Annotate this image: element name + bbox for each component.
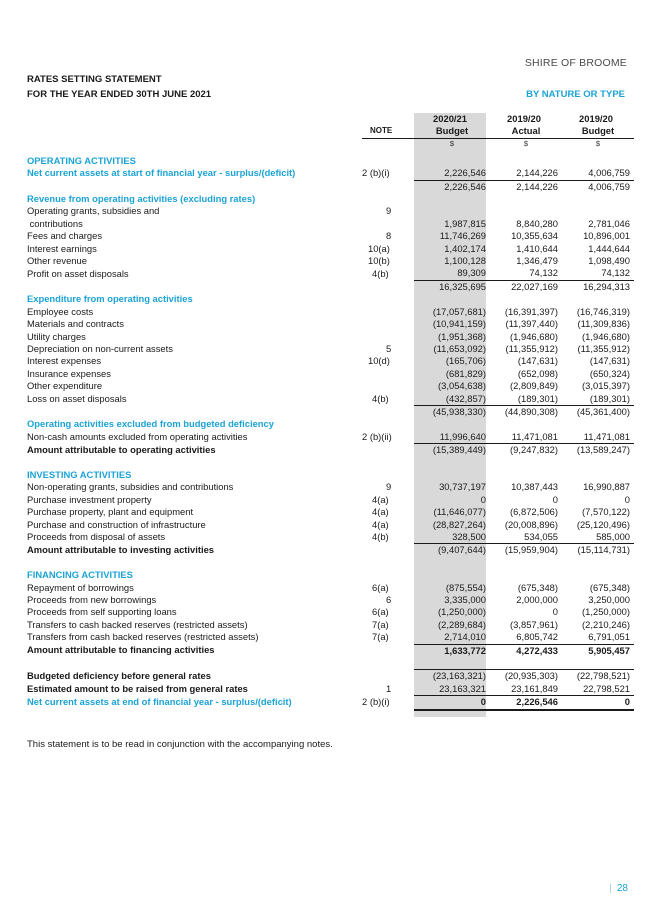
subtotal-row: 16,325,695 22,027,169 16,294,313 bbox=[27, 280, 634, 293]
table-row: Proceeds from new borrowings 6 3,335,000 2,000,000 3,250,000 bbox=[27, 594, 630, 605]
header-row-currency bbox=[27, 138, 634, 149]
section-operating-activities: OPERATING ACTIVITIES bbox=[27, 154, 136, 166]
organisation-name: SHIRE OF BROOME bbox=[524, 57, 627, 69]
total-row-investing: Amount attributable to investing activities (9,407,644) (15,959,904) (15,114,731) bbox=[27, 544, 634, 557]
table-row: Interest earnings 10(a) 1,402,174 1,410,644 1,444,644 bbox=[27, 242, 630, 254]
table-row: Insurance expenses (681,829) (652,098) (650,324) bbox=[27, 367, 630, 379]
table-row: Transfers from cash backed reserves (restricted assets) 7(a) 2,714,010 6,805,742 6,791,051 bbox=[27, 631, 630, 643]
total-row-financing: Amount attributable to financing activities 1,633,772 4,272,433 5,905,457 bbox=[27, 644, 634, 657]
col2-currency: $ bbox=[490, 138, 562, 149]
table-row: Fees and charges 8 11,746,269 10,355,634 10,896,001 bbox=[27, 230, 630, 242]
row-general-rates: Estimated amount to be raised from general rates 1 23,163,321 23,161,849 22,798,521 bbox=[27, 683, 634, 696]
table-row: Transfers to cash backed reserves (restricted assets) 7(a) (2,289,684) (3,857,961) (2,210,246) bbox=[27, 618, 630, 630]
section-investing-activities: INVESTING ACTIVITIES bbox=[27, 468, 132, 480]
table-row: Purchase investment property 4(a) 0 0 0 bbox=[27, 493, 630, 505]
total-row-operating: Amount attributable to operating activities (15,389,449) (9,247,832) (13,589,247) bbox=[27, 444, 634, 457]
col1-year: 2020/21 bbox=[433, 113, 467, 124]
col3-currency: $ bbox=[562, 138, 634, 149]
table-row: Loss on asset disposals 4(b) (432,857) (189,301) (189,301) bbox=[27, 392, 630, 404]
col2-year: 2019/20 bbox=[507, 113, 541, 124]
col1-currency: $ bbox=[414, 138, 490, 149]
table-row: Other revenue 10(b) 1,100,128 1,346,479 1,098,490 bbox=[27, 255, 630, 267]
header-row-type bbox=[27, 125, 634, 138]
table-row: Utility charges (1,951,368) (1,946,680) (1,946,680) bbox=[27, 330, 630, 342]
section-financing-activities: FINANCING ACTIVITIES bbox=[27, 569, 133, 581]
page-number-value: 28 bbox=[616, 883, 628, 894]
table-row: Materials and contracts (10,941,159) (11,397,440) (11,309,836) bbox=[27, 318, 630, 330]
table-row: Purchase property, plant and equipment 4(a) (11,646,077) (6,872,506) (7,570,122) bbox=[27, 506, 630, 518]
table-row: Non-cash amounts excluded from operating activities 2 (b)(ii) 11,996,640 11,471,081 11,471,081 bbox=[27, 430, 630, 442]
rates-setting-table bbox=[27, 113, 634, 711]
table-row: Interest expenses 10(d) (165,706) (147,631) (147,631) bbox=[27, 355, 630, 367]
statement-title: RATES SETTING STATEMENT bbox=[27, 74, 162, 85]
table-row: Other expenditure (3,054,638) (2,809,849) (3,015,397) bbox=[27, 380, 630, 392]
page-separator: | bbox=[609, 883, 612, 894]
note-column-header: NOTE bbox=[370, 126, 393, 136]
statement-period: FOR THE YEAR ENDED 30TH JUNE 2021 bbox=[27, 89, 212, 100]
table-row: Repayment of borrowings 6(a) (875,554) (675,348) (675,348) bbox=[27, 581, 630, 593]
table-row: contributions 1,987,815 8,840,280 2,781,046 bbox=[27, 217, 630, 229]
page-number bbox=[609, 883, 628, 894]
col1-type: Budget bbox=[435, 125, 469, 137]
table-row: Proceeds from disposal of assets 4(b) 328,500 534,055 585,000 bbox=[27, 530, 630, 543]
col2-type: Actual bbox=[511, 125, 541, 137]
section-revenue: Revenue from operating activities (excluding rates) bbox=[27, 193, 256, 205]
table-row: Non-operating grants, subsidies and contributions 9 30,737,197 10,387,443 16,990,887 bbox=[27, 481, 630, 493]
subtotal-row: 2,226,546 2,144,226 4,006,759 bbox=[27, 180, 634, 193]
row-closing-net-assets: Net current assets at end of financial year - surplus/(deficit) 2 (b)(i) 0 2,226,546 0 bbox=[27, 696, 634, 710]
table-row: Net current assets at start of financial year - surplus/(deficit) 2 (b)(i) 2,226,546 2,144,226 4,006,759 bbox=[27, 167, 630, 179]
table-row: Proceeds from self supporting loans 6(a) (1,250,000) 0 (1,250,000) bbox=[27, 606, 630, 618]
section-expenditure: Expenditure from operating activities bbox=[27, 293, 193, 305]
table-row: Operating grants, subsidies and 9 bbox=[27, 205, 392, 217]
subtotal-row: (45,938,330) (44,890,308) (45,361,400) bbox=[27, 405, 634, 418]
table-row: Depreciation on non-current assets 5 (11,653,092) (11,355,912) (11,355,912) bbox=[27, 342, 630, 354]
header-row-year bbox=[27, 113, 634, 125]
row-budgeted-deficiency: Budgeted deficiency before general rates (23,163,321) (20,935,303) (22,798,521) bbox=[27, 670, 634, 683]
col3-year: 2019/20 bbox=[579, 113, 613, 124]
classification-label: BY NATURE OR TYPE bbox=[526, 89, 625, 100]
table-row: Profit on asset disposals 4(b) 89,309 74,132 74,132 bbox=[27, 267, 630, 279]
statement-footnote: This statement is to be read in conjunction with the accompanying notes. bbox=[27, 739, 333, 750]
col3-type: Budget bbox=[581, 125, 615, 137]
table-row: Employee costs (17,057,681) (16,391,397) (16,746,319) bbox=[27, 305, 630, 317]
table-row: Purchase and construction of infrastructure 4(a) (28,827,264) (20,008,896) (25,120,496) bbox=[27, 518, 630, 530]
section-excluded: Operating activities excluded from budgeted deficiency bbox=[27, 418, 274, 430]
